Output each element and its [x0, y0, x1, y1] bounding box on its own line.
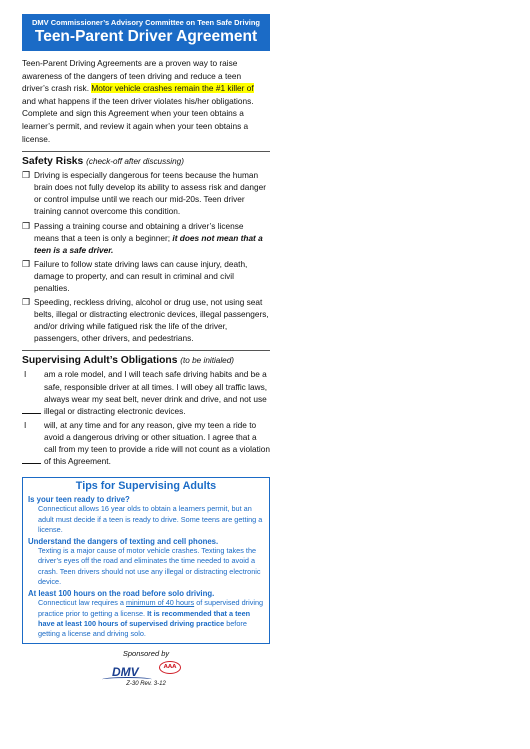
supervising-note: (to be initialed): [180, 356, 234, 366]
checkbox-icon[interactable]: ❒: [22, 170, 31, 181]
dmv-logo: DMV: [112, 665, 139, 680]
safety-risks-note: (check-off after discussing): [86, 157, 184, 167]
safety-risks-heading: [22, 156, 270, 167]
tip-answer-underline: minimum of 40 hours: [126, 598, 195, 608]
obligation-lead: I: [24, 419, 27, 430]
tip-answer-part: of supervised driving practice prior to getting a license.: [38, 598, 264, 618]
footer: [22, 649, 270, 687]
safety-item-text-main: Passing a training course and obtaining a driver’s license means that a teen is only a beginner;: [34, 220, 244, 243]
tips-title: Tips for Supervising Adults: [75, 480, 217, 493]
obligation-text: am a role model, and I will teach safe driving habits and be a safe, responsible driver at all times. I will obey all traffic laws, always wear my seat belt, never drink and drive, and not use illegal or distracting electronic devices.: [44, 369, 268, 416]
agreement-document: [22, 14, 270, 687]
divider: [22, 151, 270, 152]
sponsor-logos: [22, 659, 270, 681]
tip-question: At least 100 hours on the road before solo driving.: [28, 589, 215, 599]
header-banner: [22, 14, 270, 51]
safety-item-text: [34, 220, 270, 256]
intro-paragraph: [22, 57, 270, 145]
revision-code: Z-30 Rev. 3-12: [126, 681, 166, 688]
tip-question: Understand the dangers of texting and cell phones.: [28, 537, 219, 547]
initial-line[interactable]: [22, 368, 44, 416]
divider: [22, 350, 270, 351]
tip-answer-bold: It is recommended that a teen have at least 100 hours of supervised driving practice: [38, 608, 251, 628]
initial-line[interactable]: [22, 419, 44, 467]
obligation-lead: I: [24, 369, 27, 380]
tip-answer-part: Connecticut law requires a: [38, 598, 124, 608]
safety-item[interactable]: [22, 169, 270, 217]
safety-item-text: Driving is especially dangerous for teens because the human brain does not fully develop its ability to assess risk and danger or control impulse until we reach our mid-20s. Teen driver training cannot overcome this condition.: [34, 170, 266, 217]
sponsored-by: Sponsored by: [122, 649, 170, 659]
safety-risks-title: Safety Risks: [22, 156, 84, 168]
aaa-logo: AAA: [159, 661, 181, 674]
intro-text-2: and what happens if the teen driver violates his/her obligations. Complete and sign this Agreement when your teen obtains a learner’s permit, and review it again when your teen obtains a license.: [22, 95, 254, 144]
safety-item[interactable]: [22, 296, 270, 344]
supervising-section: [22, 355, 270, 467]
obligation-item: [22, 368, 270, 416]
header-subtitle: DMV Commissioner’s Advisory Committee on Teen Safe Driving: [32, 18, 260, 27]
supervising-heading: [22, 355, 270, 366]
checkbox-icon[interactable]: ❒: [22, 297, 31, 308]
intro-highlight: Motor vehicle crashes remain the #1 killer of: [91, 83, 254, 94]
tip-answer-part: before getting a license and driving solo.: [38, 618, 247, 639]
safety-risks-section: [22, 156, 270, 344]
supervising-title: Supervising Adult’s Obligations: [22, 355, 178, 367]
obligation-item: [22, 419, 270, 467]
checkbox-icon[interactable]: ❒: [22, 258, 31, 269]
intro-text-1: Teen-Parent Driving Agreements are a proven way to raise awareness of the dangers of teen driving and reduce a teen driver’s crash risk.: [22, 58, 242, 94]
safety-item-text: Speeding, reckless driving, alcohol or drug use, not using seat belts, illegal or distracting electronic devices, illegal passengers, and/or driving while fatigued risk the life of the driver, passengers, other drivers, and pedestrians.: [34, 297, 269, 344]
safety-item-emphasis: it does not mean that a teen is a safe driver.: [34, 232, 263, 255]
tip-answer: [28, 598, 264, 639]
safety-item[interactable]: [22, 220, 270, 256]
safety-item-text: Failure to follow state driving laws can cause injury, death, damage to property, and can result in criminal and civil penalties.: [34, 258, 248, 293]
checkbox-icon[interactable]: ❒: [22, 220, 31, 231]
safety-item[interactable]: [22, 258, 270, 294]
tip-question: Is your teen ready to drive?: [28, 495, 130, 505]
obligation-text: will, at any time and for any reason, give my teen a ride to avoid a dangerous driving or other situation. I agree that a call from my teen to provide a ride will not count as a violation of this Agreement.: [44, 419, 270, 467]
tip-answer: Connecticut allows 16 year olds to obtain a learners permit, but an adult must decide if a teen is ready to drive. Some teens are getting a license.: [38, 504, 263, 534]
tips-box: [22, 477, 270, 644]
page-title: Teen-Parent Driver Agreement: [34, 28, 258, 45]
tip-answer: Texting is a major cause of motor vehicle crashes. Texting takes the driver’s eyes off the road and eliminates the time needed to avoid a crash. Teen drivers should not use any illegal or distracting electronic device.: [38, 546, 261, 586]
